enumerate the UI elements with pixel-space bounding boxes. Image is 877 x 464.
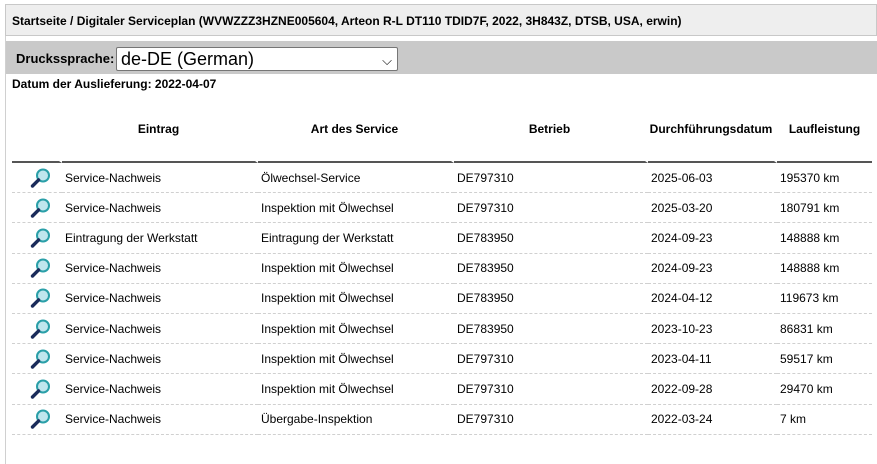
cell-date: 2022-03-24 — [648, 405, 777, 435]
column-header-mileage[interactable]: Laufleistung — [777, 96, 872, 163]
cell-date: 2023-10-23 — [648, 314, 777, 344]
magnifier-icon[interactable] — [30, 257, 52, 279]
cell-entry: Service-Nachweis — [62, 163, 258, 193]
cell-service-type: Inspektion mit Ölwechsel — [258, 314, 454, 344]
cell-entry: Eintragung der Werkstatt — [62, 223, 258, 253]
cell-date: 2025-03-20 — [648, 193, 777, 223]
row-icon-cell[interactable] — [12, 284, 62, 314]
column-header-workshop[interactable]: Betrieb — [454, 96, 648, 163]
cell-entry: Service-Nachweis — [62, 193, 258, 223]
table-header-row — [12, 96, 872, 163]
cell-workshop: DE797310 — [454, 193, 648, 223]
magnifier-icon[interactable] — [30, 167, 52, 189]
cell-date: 2024-04-12 — [648, 284, 777, 314]
table-row[interactable] — [12, 163, 872, 193]
cell-service-type: Inspektion mit Ölwechsel — [258, 374, 454, 404]
cell-mileage: 195370 km — [777, 163, 872, 193]
cell-workshop: DE783950 — [454, 314, 648, 344]
chevron-down-icon: ⌵ — [382, 53, 392, 68]
row-icon-cell[interactable] — [12, 193, 62, 223]
cell-service-type: Eintragung der Werkstatt — [258, 223, 454, 253]
magnifier-icon[interactable] — [30, 197, 52, 219]
breadcrumb: Startseite / Digitaler Serviceplan (WVWZZZ3HZNE005604, Arteon R-L DT110 TDID7F, 2022, 3H843Z, DTSB, USA, erwin) — [5, 4, 877, 36]
row-icon-cell[interactable] — [12, 405, 62, 435]
cell-entry: Service-Nachweis — [62, 254, 258, 284]
print-language-label: Druckssprache: — [16, 51, 115, 66]
print-language-select[interactable] — [116, 47, 398, 71]
cell-entry: Service-Nachweis — [62, 374, 258, 404]
cell-mileage: 119673 km — [777, 284, 872, 314]
row-icon-cell[interactable] — [12, 254, 62, 284]
cell-mileage: 59517 km — [777, 344, 872, 374]
cell-workshop: DE797310 — [454, 163, 648, 193]
cell-mileage: 7 km — [777, 405, 872, 435]
table-row[interactable] — [12, 314, 872, 344]
cell-mileage: 148888 km — [777, 223, 872, 253]
column-header-entry[interactable]: Eintrag — [62, 96, 258, 163]
cell-service-type: Inspektion mit Ölwechsel — [258, 284, 454, 314]
cell-entry: Service-Nachweis — [62, 284, 258, 314]
print-language-value: de-DE (German) — [121, 49, 255, 69]
cell-workshop: DE797310 — [454, 374, 648, 404]
service-table — [12, 96, 872, 435]
cell-entry: Service-Nachweis — [62, 344, 258, 374]
cell-date: 2025-06-03 — [648, 163, 777, 193]
table-row[interactable] — [12, 223, 872, 253]
cell-date: 2024-09-23 — [648, 254, 777, 284]
magnifier-icon[interactable] — [30, 378, 52, 400]
left-divider — [5, 36, 6, 464]
cell-service-type: Ölwechsel-Service — [258, 163, 454, 193]
cell-workshop: DE783950 — [454, 284, 648, 314]
cell-service-type: Inspektion mit Ölwechsel — [258, 193, 454, 223]
column-header-service-type[interactable]: Art des Service — [258, 96, 454, 163]
table-row[interactable] — [12, 284, 872, 314]
cell-workshop: DE783950 — [454, 223, 648, 253]
row-icon-cell[interactable] — [12, 314, 62, 344]
magnifier-icon[interactable] — [30, 287, 52, 309]
table-row[interactable] — [12, 254, 872, 284]
cell-mileage: 29470 km — [777, 374, 872, 404]
cell-service-type: Inspektion mit Ölwechsel — [258, 254, 454, 284]
cell-entry: Service-Nachweis — [62, 314, 258, 344]
cell-date: 2024-09-23 — [648, 223, 777, 253]
table-row[interactable] — [12, 193, 872, 223]
cell-service-type: Übergabe-Inspektion — [258, 405, 454, 435]
print-language-bar — [6, 41, 877, 74]
row-icon-cell[interactable] — [12, 374, 62, 404]
cell-mileage: 148888 km — [777, 254, 872, 284]
magnifier-icon[interactable] — [30, 408, 52, 430]
column-header-icon — [12, 96, 62, 163]
cell-service-type: Inspektion mit Ölwechsel — [258, 344, 454, 374]
row-icon-cell[interactable] — [12, 344, 62, 374]
delivery-date: Datum der Auslieferung: 2022-04-07 — [12, 77, 217, 91]
cell-date: 2023-04-11 — [648, 344, 777, 374]
cell-mileage: 86831 km — [777, 314, 872, 344]
cell-workshop: DE797310 — [454, 405, 648, 435]
cell-workshop: DE797310 — [454, 344, 648, 374]
row-icon-cell[interactable] — [12, 223, 62, 253]
magnifier-icon[interactable] — [30, 227, 52, 249]
cell-mileage: 180791 km — [777, 193, 872, 223]
column-header-date[interactable]: Durchführungsdatum — [648, 96, 777, 163]
cell-date: 2022-09-28 — [648, 374, 777, 404]
table-row[interactable] — [12, 344, 872, 374]
table-row[interactable] — [12, 405, 872, 435]
magnifier-icon[interactable] — [30, 318, 52, 340]
cell-workshop: DE783950 — [454, 254, 648, 284]
magnifier-icon[interactable] — [30, 348, 52, 370]
row-icon-cell[interactable] — [12, 163, 62, 193]
cell-entry: Service-Nachweis — [62, 405, 258, 435]
table-row[interactable] — [12, 374, 872, 404]
